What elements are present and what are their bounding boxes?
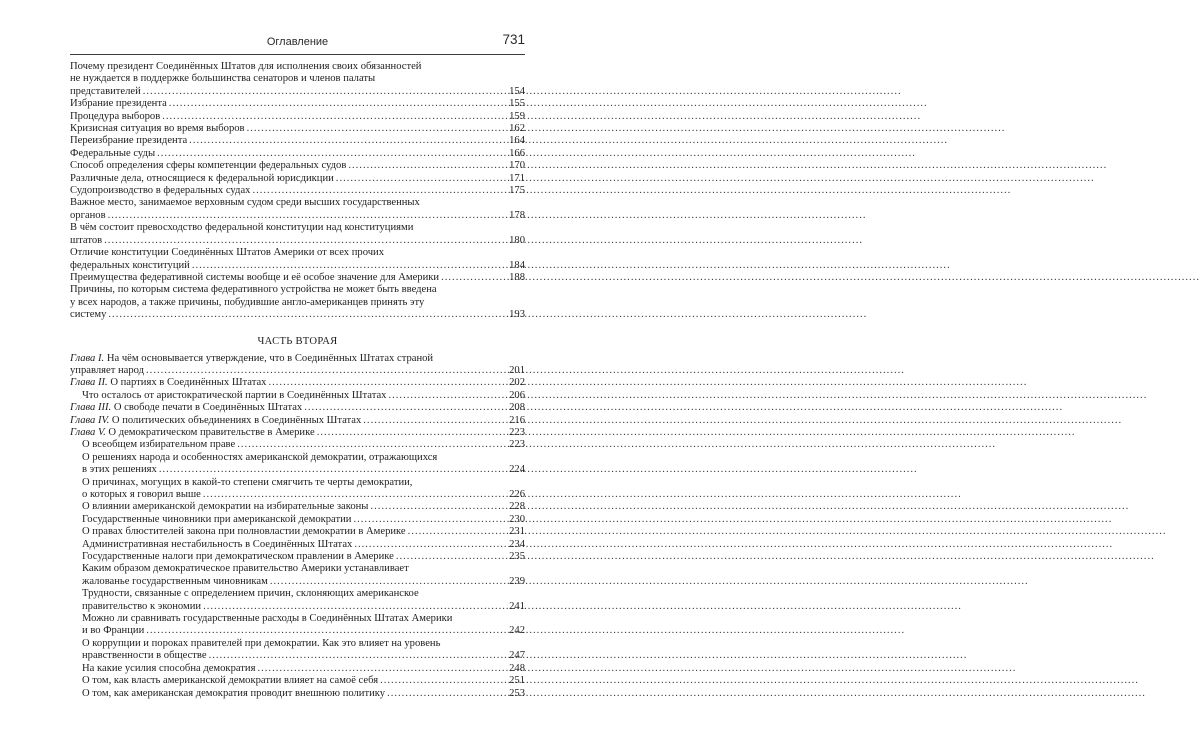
dot-leader	[257, 663, 505, 675]
dot-leader	[408, 526, 505, 538]
entry-page-number: 247	[509, 650, 525, 662]
toc-entry-line	[82, 588, 525, 600]
entry-title-text: Отличие конституции Соединённых Штатов Америки от всех прочих	[70, 247, 385, 259]
dot-leader	[146, 365, 505, 377]
entry-page-number: 202	[509, 377, 525, 389]
entry-page-number: 248	[509, 662, 525, 674]
toc-entry-line	[70, 247, 525, 259]
entry-title-text: На чём основывается утверждение, что в Соединённых Штатах страной	[106, 352, 434, 364]
entry-title-text: О партиях в Соединённых Штатах	[110, 377, 267, 389]
toc-entry-line	[70, 197, 525, 209]
toc-entry[interactable]	[70, 638, 525, 663]
dot-leader	[354, 539, 505, 551]
toc-entry[interactable]	[70, 272, 525, 284]
dot-leader	[388, 390, 505, 402]
entry-title-text: штатов	[70, 234, 103, 246]
toc-entry[interactable]	[70, 588, 525, 613]
toc-entry-line	[82, 576, 525, 588]
chapter-label: Глава IV.	[70, 414, 110, 426]
entry-title-text: Способ определения сферы компетенции федеральных судов	[70, 160, 347, 172]
entry-page-number: 193	[509, 309, 525, 321]
toc-entry-line	[70, 73, 525, 85]
dot-leader	[108, 210, 505, 222]
toc-entry[interactable]	[70, 148, 525, 160]
toc-entry-line	[70, 210, 525, 222]
toc-entry[interactable]	[70, 377, 525, 389]
page-number: 731	[502, 32, 525, 47]
entry-page-number: 206	[509, 389, 525, 401]
entry-page-number: 223	[509, 439, 525, 451]
dot-leader	[159, 464, 505, 476]
entry-page-number: 175	[509, 185, 525, 197]
toc-entry-line	[82, 663, 525, 675]
toc-section-part2	[70, 353, 525, 700]
toc-entry[interactable]	[70, 539, 525, 551]
dot-leader	[157, 148, 505, 160]
toc-entry-line	[70, 222, 525, 234]
entry-title-text: О решениях народа и особенностях американской демократии, отражающихся	[82, 451, 438, 463]
toc-entry[interactable]	[70, 415, 525, 427]
toc-entry-line	[70, 173, 525, 185]
entry-title-text: Преимущества федеративной системы вообще и её особое значение для Америки	[70, 271, 440, 283]
toc-entry-line	[70, 377, 525, 389]
entry-title-text: О том, как власть американской демократии влияет на самоё себя	[82, 675, 379, 687]
entry-page-number: 170	[509, 160, 525, 172]
toc-entry-line	[70, 61, 525, 73]
toc-entry-line	[70, 402, 525, 414]
entry-page-number: 159	[509, 110, 525, 122]
dot-leader	[237, 439, 505, 451]
dot-leader	[189, 135, 505, 147]
entry-title-text: у всех народов, а также причины, побудившие англо-американцев принять эту	[70, 296, 425, 308]
toc-entry[interactable]	[70, 551, 525, 563]
toc-entry-line	[70, 235, 525, 247]
toc-entry[interactable]	[70, 135, 525, 147]
toc-entry[interactable]	[70, 173, 525, 185]
entry-page-number: 178	[509, 209, 525, 221]
dot-leader	[353, 514, 505, 526]
toc-entry[interactable]	[70, 197, 525, 222]
toc-entry[interactable]	[70, 98, 525, 110]
table-of-contents	[70, 61, 525, 700]
toc-entry-line	[82, 439, 525, 451]
entry-title-text: О влиянии американской демократии на избирательные законы	[82, 501, 369, 513]
entry-title-text: Судопроизводство в федеральных судах	[70, 185, 251, 197]
page-header	[70, 34, 525, 55]
toc-entry-line	[82, 464, 525, 476]
part-two-title: ЧАСТЬ ВТОРАЯ	[257, 335, 338, 347]
chapter-label: Глава III.	[70, 402, 112, 414]
entry-title-text: Государственные налоги при демократическом правлении в Америке	[82, 551, 394, 563]
dot-leader	[104, 235, 505, 247]
dot-leader	[203, 601, 505, 613]
entry-title-text: О политических объединениях в Соединённых Штатах	[111, 414, 362, 426]
entry-page-number: 230	[509, 513, 525, 525]
toc-entry-line	[70, 135, 525, 147]
toc-entry-line	[82, 390, 525, 402]
entry-page-number: 164	[509, 135, 525, 147]
entry-page-number: 223	[509, 426, 525, 438]
entry-page-number: 162	[509, 123, 525, 135]
toc-entry[interactable]	[70, 61, 525, 98]
toc-entry-line	[82, 452, 525, 464]
dot-leader	[348, 160, 505, 172]
chapter-label: Глава V.	[70, 426, 106, 438]
toc-entry[interactable]	[70, 111, 525, 123]
entry-title-text: жалованье государственным чиновникам	[82, 575, 268, 587]
entry-page-number: 154	[509, 85, 525, 97]
entry-page-number: 231	[509, 526, 525, 538]
toc-entry[interactable]	[70, 247, 525, 272]
toc-entry[interactable]	[70, 439, 525, 451]
entry-title-text: в этих решениях	[82, 464, 157, 476]
entry-page-number: 242	[509, 625, 525, 637]
toc-entry[interactable]	[70, 185, 525, 197]
toc-entry-line	[70, 365, 525, 377]
entry-page-number: 241	[509, 600, 525, 612]
dot-leader	[387, 688, 505, 700]
entry-title-text: О правах блюстителей закона при полновластии демократии в Америке	[82, 526, 406, 538]
entry-page-number: 208	[509, 402, 525, 414]
entry-title-text: О коррупции и пороках правителей при демократии. Как это влияет на уровень	[82, 637, 441, 649]
toc-entry-line	[70, 427, 525, 439]
entry-title-text: Каким образом демократическое правительство Америки устанавливает	[82, 563, 409, 575]
entry-page-number: 171	[509, 172, 525, 184]
entry-page-number: 184	[509, 259, 525, 271]
toc-entry-line	[82, 514, 525, 526]
dot-leader	[317, 427, 505, 439]
toc-entry-line	[82, 563, 525, 575]
entry-title-text: Можно ли сравнивать государственные расходы в Соединённых Штатах Америки	[82, 613, 453, 625]
toc-entry-line	[82, 526, 525, 538]
entry-title-text: о которых я говорил выше	[82, 489, 201, 500]
chapter-label: Глава I.	[70, 352, 105, 364]
dot-leader	[192, 260, 505, 272]
toc-entry[interactable]	[70, 688, 525, 700]
entry-title-text: не нуждается в поддержке большинства сенаторов и членов палаты	[70, 73, 376, 85]
entry-page-number: 155	[509, 98, 525, 110]
chapter-label: Глава II.	[70, 377, 108, 389]
dot-leader	[363, 415, 505, 427]
running-title: Оглавление	[266, 36, 329, 48]
entry-title-text: Трудности, связанные с определением причин, склоняющих американское	[82, 588, 419, 600]
toc-entry-line	[70, 86, 525, 98]
toc-entry[interactable]	[70, 613, 525, 638]
entry-title-text: систему	[70, 309, 107, 321]
toc-entry[interactable]	[70, 477, 525, 502]
entry-title-text: Переизбрание президента	[70, 135, 188, 147]
toc-entry-line	[82, 613, 525, 625]
entry-title-text: Почему президент Соединённых Штатов для исполнения своих обязанностей	[70, 61, 422, 72]
dot-leader	[203, 489, 505, 501]
dot-leader	[143, 86, 505, 98]
entry-title-text: О свободе печати в Соединённых Штатах	[113, 402, 303, 414]
entry-title-text: представителей	[70, 85, 141, 97]
dot-leader	[304, 402, 505, 414]
toc-section-part1	[70, 61, 525, 322]
toc-entry[interactable]	[70, 526, 525, 538]
toc-entry-line	[70, 272, 525, 284]
toc-entry-line	[82, 625, 525, 637]
toc-entry-line	[70, 284, 525, 296]
toc-entry-line	[82, 551, 525, 563]
entry-title-text: федеральных конституций	[70, 259, 190, 271]
entry-page-number: 188	[509, 271, 525, 283]
dot-leader	[108, 309, 505, 321]
dot-leader	[209, 650, 505, 662]
entry-title-text: и во Франции	[82, 625, 145, 637]
toc-entry[interactable]	[70, 501, 525, 513]
entry-page-number: 253	[509, 687, 525, 699]
toc-entry[interactable]	[70, 514, 525, 526]
entry-title-text: О причинах, могущих в какой-то степени смягчить те черты демократии,	[82, 476, 413, 488]
entry-page-number: 228	[509, 501, 525, 513]
entry-page-number: 226	[509, 489, 525, 500]
entry-page-number: 224	[509, 464, 525, 476]
entry-title-text: О том, как американская демократия проводит внешнюю политику	[82, 687, 386, 699]
toc-entry[interactable]	[70, 563, 525, 588]
dot-leader	[370, 501, 505, 513]
entry-title-text: нравственности в обществе	[82, 650, 207, 662]
entry-page-number: 239	[509, 575, 525, 587]
dot-leader	[380, 675, 505, 687]
toc-entry-line	[70, 148, 525, 160]
dot-leader	[336, 173, 505, 185]
entry-title-text: Административная нестабильность в Соединённых Штатах	[82, 538, 353, 550]
toc-entry-line	[82, 477, 525, 489]
toc-entry-line	[82, 501, 525, 513]
entry-page-number: 251	[509, 675, 525, 687]
toc-entry-line	[70, 111, 525, 123]
dot-leader	[252, 185, 505, 197]
toc-entry-line	[70, 309, 525, 321]
entry-title-text: На какие усилия способна демократия	[82, 662, 256, 674]
toc-entry[interactable]	[70, 663, 525, 675]
entry-title-text: Важное место, занимаемое верховным судом среди высших государственных	[70, 197, 420, 209]
toc-entry[interactable]	[70, 353, 525, 378]
toc-entry-line	[70, 297, 525, 309]
entry-title-text: Государственные чиновники при американской демократии	[82, 513, 352, 525]
entry-title-text: органов	[70, 209, 106, 221]
toc-entry-line	[82, 539, 525, 551]
toc-entry[interactable]	[70, 390, 525, 402]
entry-page-number: 235	[509, 551, 525, 563]
toc-entry-line	[82, 688, 525, 700]
toc-entry-line	[70, 123, 525, 135]
toc-entry[interactable]	[70, 402, 525, 414]
toc-entry-line	[82, 638, 525, 650]
toc-entry[interactable]	[70, 452, 525, 477]
entry-title-text: Федеральные суды	[70, 147, 156, 159]
dot-leader	[270, 576, 505, 588]
entry-page-number: 216	[509, 414, 525, 426]
toc-entry[interactable]	[70, 222, 525, 247]
toc-entry[interactable]	[70, 427, 525, 439]
entry-title-text: Кризисная ситуация во время выборов	[70, 123, 245, 135]
toc-entry[interactable]	[70, 284, 525, 321]
toc-entry[interactable]	[70, 160, 525, 172]
toc-entry-line	[82, 650, 525, 662]
dot-leader	[268, 377, 505, 389]
toc-entry-line	[70, 160, 525, 172]
entry-title-text: Что осталось от аристократической партии в Соединённых Штатах	[82, 389, 387, 401]
entry-title-text: управляет народ	[70, 364, 145, 376]
toc-entry-line	[70, 353, 525, 365]
toc-entry-line	[70, 415, 525, 427]
dot-leader	[162, 111, 505, 123]
toc-entry-line	[70, 98, 525, 110]
entry-page-number: 201	[509, 364, 525, 376]
entry-title-text: правительство к экономии	[82, 600, 202, 612]
dot-leader	[247, 123, 505, 135]
dot-leader	[441, 272, 505, 284]
entry-title-text: В чём состоит превосходство федеральной конституции над конституциями	[70, 222, 414, 234]
toc-entry-line	[70, 260, 525, 272]
entry-title-text: О всеобщем избирательном праве	[82, 439, 236, 451]
entry-title-text: Различные дела, относящиеся к федеральной юрисдикции	[70, 172, 334, 184]
toc-entry-line	[70, 185, 525, 197]
toc-entry[interactable]	[70, 123, 525, 135]
entry-title-text: Избрание президента	[70, 98, 167, 110]
toc-entry-line	[82, 675, 525, 687]
entry-title-text: Причины, по которым система федеративного устройства не может быть введена	[70, 284, 437, 296]
toc-entry[interactable]	[70, 675, 525, 687]
dot-leader	[396, 551, 505, 563]
toc-entry-line	[82, 601, 525, 613]
dot-leader	[169, 98, 505, 110]
entry-page-number: 180	[509, 234, 525, 246]
toc-entry-line	[82, 489, 525, 501]
dot-leader	[146, 625, 505, 637]
entry-title-text: О демократическом правительстве в Америке	[108, 426, 315, 438]
entry-title-text: Процедура выборов	[70, 110, 161, 122]
entry-page-number: 166	[509, 147, 525, 159]
entry-page-number: 234	[509, 538, 525, 550]
